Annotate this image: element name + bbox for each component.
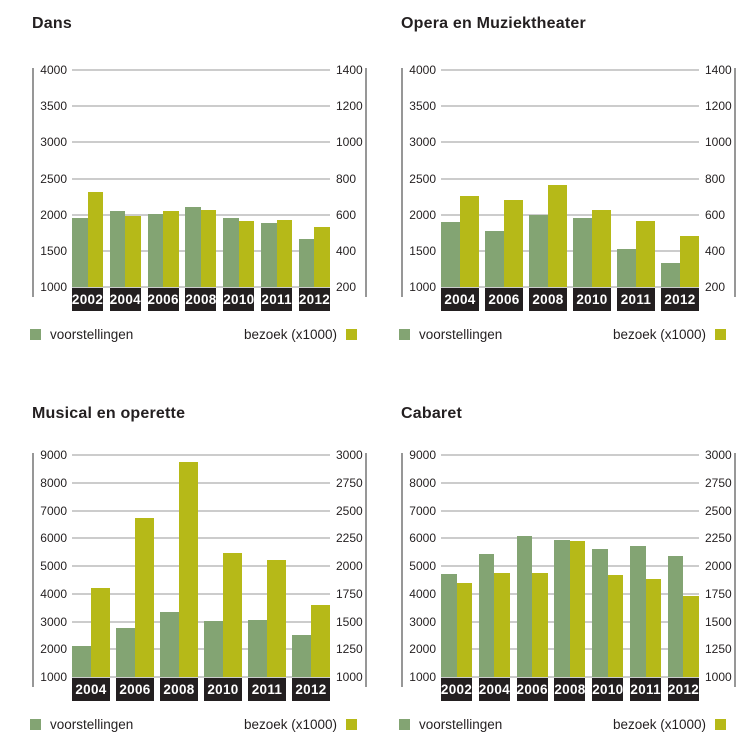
right-axis-tick: 2500	[705, 503, 732, 518]
right-axis-tick: 1400	[336, 63, 363, 77]
bezoek-bar	[636, 221, 655, 287]
right-axis-tick: 3000	[705, 448, 732, 462]
chart-musical-en-operette	[0, 371, 375, 742]
bezoek-bar	[592, 210, 611, 287]
left-axis-tick: 4000	[40, 63, 67, 77]
left-axis-tick: 3000	[409, 614, 436, 629]
right-axis-tick: 1400	[705, 63, 732, 77]
right-axis-tick: 1000	[705, 670, 732, 684]
right-axis-tick: 2750	[336, 475, 363, 490]
year-label: 2010	[223, 288, 254, 311]
bezoek-bar	[267, 560, 286, 677]
left-axis-tick: 9000	[40, 448, 67, 462]
left-axis-tick: 2000	[40, 207, 67, 222]
bar-group	[248, 455, 286, 697]
year-label: 2008	[160, 678, 198, 701]
bezoek-bar	[223, 553, 242, 677]
bezoek-bar	[201, 210, 217, 287]
bezoek-bar	[683, 596, 699, 677]
right-axis-tick: 3000	[336, 448, 363, 462]
voorstellingen-bar	[148, 214, 164, 287]
bar-group	[223, 70, 255, 307]
right-axis-tick: 1200	[336, 99, 363, 114]
right-axis-tick: 1000	[336, 135, 363, 150]
bar-group	[185, 70, 217, 307]
right-axis-tick: 600	[705, 207, 726, 222]
year-label: 2004	[110, 288, 141, 311]
bar-group	[116, 455, 154, 697]
voorstellingen-bar	[517, 536, 533, 677]
bezoek-bar	[125, 216, 141, 287]
legend	[391, 327, 736, 342]
voorstellingen-bar	[261, 223, 277, 287]
year-label: 2008	[529, 288, 567, 311]
voorstellingen-bar	[299, 239, 315, 287]
left-axis-tick: 1500	[40, 243, 67, 258]
voorstellingen-swatch-icon	[30, 719, 41, 730]
voorstellingen-bar	[248, 620, 267, 677]
year-label: 2012	[668, 678, 699, 701]
year-label: 2002	[72, 288, 103, 311]
legend-item-bezoek	[244, 327, 357, 342]
bezoek-bar	[163, 211, 179, 287]
year-label: 2012	[661, 288, 699, 311]
bezoek-bar	[646, 579, 662, 677]
bar-group	[160, 455, 198, 697]
legend-item-voorstellingen	[30, 327, 133, 342]
legend-item-voorstellingen	[399, 327, 502, 342]
right-axis-tick: 2750	[705, 475, 732, 490]
bezoek-bar	[548, 185, 567, 287]
chart-dans	[0, 0, 375, 371]
bars-layer	[71, 70, 331, 307]
left-axis-tick: 3500	[40, 99, 67, 114]
bar-group	[440, 455, 473, 697]
right-axis-tick: 1500	[336, 614, 363, 629]
year-label: 2010	[592, 678, 623, 701]
bar-group	[485, 70, 523, 307]
bezoek-label: bezoek (x1000)	[612, 717, 706, 732]
right-axis-tick: 2250	[336, 531, 363, 546]
bezoek-bar	[179, 462, 198, 677]
right-axis-tick: 1200	[705, 99, 732, 114]
year-label: 2010	[204, 678, 242, 701]
bar-group	[147, 70, 179, 307]
chart-cabaret	[375, 371, 750, 742]
voorstellingen-bar	[529, 215, 548, 287]
legend-item-voorstellingen	[399, 717, 502, 732]
left-axis-tick: 6000	[409, 531, 436, 546]
bezoek-swatch-icon	[346, 719, 357, 730]
year-label: 2011	[248, 678, 286, 701]
left-axis-tick: 1500	[409, 243, 436, 258]
left-axis-tick: 4000	[40, 586, 67, 601]
bar-group	[667, 455, 700, 697]
left-axis-tick: 3000	[40, 135, 67, 150]
right-axis-tick: 800	[336, 171, 357, 186]
bar-group	[573, 70, 611, 307]
right-axis-tick: 1500	[705, 614, 732, 629]
legend-item-bezoek	[613, 327, 726, 342]
voorstellingen-label: voorstellingen	[419, 327, 503, 342]
voorstellingen-bar	[160, 612, 179, 677]
voorstellingen-bar	[661, 263, 680, 287]
chart-opera-en-muziektheater	[375, 0, 750, 371]
voorstellingen-label: voorstellingen	[50, 327, 134, 342]
voorstellingen-bar	[592, 549, 608, 677]
bezoek-swatch-icon	[715, 329, 726, 340]
left-axis-tick: 1000	[409, 670, 436, 684]
bezoek-bar	[311, 605, 330, 677]
voorstellingen-bar	[485, 231, 504, 287]
voorstellingen-bar	[110, 211, 126, 287]
left-axis-tick: 1000	[40, 280, 67, 294]
voorstellingen-bar	[72, 646, 91, 677]
right-axis-tick: 400	[705, 243, 726, 258]
plot-area	[391, 63, 736, 307]
right-axis-tick: 1750	[705, 586, 732, 601]
legend	[391, 717, 736, 732]
legend-item-bezoek	[613, 717, 726, 732]
year-label: 2006	[116, 678, 154, 701]
year-label: 2006	[517, 678, 548, 701]
bar-group	[529, 70, 567, 307]
voorstellingen-bar	[116, 628, 135, 677]
year-label: 2012	[299, 288, 330, 311]
left-axis-tick: 3500	[409, 99, 436, 114]
left-axis-tick: 2500	[40, 171, 67, 186]
right-axis-tick: 400	[336, 243, 357, 258]
voorstellingen-label: voorstellingen	[50, 717, 134, 732]
left-axis-tick: 1000	[409, 280, 436, 294]
voorstellingen-swatch-icon	[30, 329, 41, 340]
left-axis-tick: 2000	[409, 207, 436, 222]
year-label: 2006	[485, 288, 523, 311]
year-label: 2011	[630, 678, 661, 701]
bezoek-bar	[570, 541, 586, 677]
right-axis-tick: 1000	[336, 670, 363, 684]
voorstellingen-bar	[223, 218, 239, 287]
left-axis-tick: 4000	[409, 586, 436, 601]
bar-group	[204, 455, 242, 697]
left-axis-tick: 2000	[40, 642, 67, 657]
bezoek-bar	[239, 221, 255, 287]
bar-group	[298, 70, 331, 307]
year-label: 2010	[573, 288, 611, 311]
bar-group	[630, 455, 661, 697]
chart-title: Opera en Muziektheater	[401, 15, 586, 32]
voorstellingen-bar	[441, 222, 460, 287]
voorstellingen-bar	[204, 621, 223, 677]
plot-area	[22, 448, 367, 697]
bezoek-bar	[457, 583, 473, 677]
bar-group	[617, 70, 655, 307]
bar-group	[661, 70, 699, 307]
bezoek-bar	[608, 575, 624, 677]
right-axis-tick: 200	[705, 280, 726, 294]
bezoek-label: bezoek (x1000)	[243, 327, 337, 342]
year-label: 2008	[185, 288, 216, 311]
left-axis-tick: 9000	[409, 448, 436, 462]
chart-title: Dans	[32, 15, 72, 32]
bezoek-bar	[460, 196, 479, 287]
left-axis-tick: 3000	[409, 135, 436, 150]
voorstellingen-bar	[72, 218, 88, 287]
plot-area	[22, 63, 367, 307]
voorstellingen-swatch-icon	[399, 719, 410, 730]
year-label: 2006	[148, 288, 179, 311]
bars-layer	[72, 455, 330, 697]
bar-group	[292, 455, 330, 697]
bezoek-label: bezoek (x1000)	[243, 717, 337, 732]
bezoek-bar	[91, 588, 110, 677]
left-axis-tick: 4000	[409, 63, 436, 77]
chart-title: Musical en operette	[32, 405, 186, 422]
bar-group	[592, 455, 624, 697]
year-label: 2004	[441, 288, 479, 311]
bars-layer	[440, 455, 700, 697]
left-axis-tick: 2500	[409, 171, 436, 186]
right-axis-tick: 2500	[336, 503, 363, 518]
bar-group	[516, 455, 548, 697]
bar-group	[261, 70, 292, 307]
bar-group	[71, 70, 104, 307]
left-axis-tick: 5000	[409, 559, 436, 573]
right-axis-tick: 1000	[705, 135, 732, 150]
left-axis-tick: 8000	[40, 475, 67, 490]
legend	[22, 717, 367, 732]
right-axis-tick: 1750	[336, 586, 363, 601]
bezoek-swatch-icon	[346, 329, 357, 340]
voorstellingen-bar	[573, 218, 592, 287]
voorstellingen-bar	[441, 574, 457, 677]
right-axis-tick: 2000	[705, 559, 732, 573]
voorstellingen-label: voorstellingen	[419, 717, 503, 732]
left-axis-tick: 6000	[40, 531, 67, 546]
bezoek-bar	[504, 200, 523, 287]
voorstellingen-bar	[617, 249, 636, 287]
bezoek-bar	[532, 573, 548, 677]
voorstellingen-bar	[479, 554, 495, 677]
year-label: 2002	[441, 678, 472, 701]
right-axis-tick: 800	[705, 171, 726, 186]
year-label: 2012	[292, 678, 330, 701]
year-label: 2004	[72, 678, 110, 701]
left-axis-tick: 8000	[409, 475, 436, 490]
left-axis-tick: 7000	[40, 503, 67, 518]
left-axis-tick: 3000	[40, 614, 67, 629]
bar-group	[478, 455, 510, 697]
voorstellingen-bar	[554, 540, 570, 677]
bezoek-bar	[494, 573, 510, 677]
bezoek-bar	[135, 518, 154, 677]
voorstellingen-bar	[668, 556, 684, 677]
bezoek-swatch-icon	[715, 719, 726, 730]
chart-title: Cabaret	[401, 405, 462, 422]
bezoek-bar	[314, 227, 330, 287]
left-axis-tick: 1000	[40, 670, 67, 684]
bar-group	[109, 70, 141, 307]
bars-layer	[441, 70, 699, 307]
voorstellingen-bar	[630, 546, 646, 677]
legend	[22, 327, 367, 342]
bezoek-label: bezoek (x1000)	[612, 327, 706, 342]
year-label: 2011	[261, 288, 292, 311]
bezoek-bar	[277, 220, 293, 287]
right-axis-tick: 2250	[705, 531, 732, 546]
year-label: 2011	[617, 288, 655, 311]
year-label: 2004	[479, 678, 510, 701]
legend-item-voorstellingen	[30, 717, 133, 732]
legend-item-bezoek	[244, 717, 357, 732]
year-label: 2008	[554, 678, 585, 701]
left-axis-tick: 2000	[409, 642, 436, 657]
right-axis-tick: 2000	[336, 559, 363, 573]
voorstellingen-bar	[292, 635, 311, 677]
voorstellingen-swatch-icon	[399, 329, 410, 340]
right-axis-tick: 1250	[336, 642, 363, 657]
voorstellingen-bar	[185, 207, 201, 287]
bezoek-bar	[88, 192, 104, 287]
right-axis-tick: 1250	[705, 642, 732, 657]
bezoek-bar	[680, 236, 699, 287]
right-axis-tick: 600	[336, 207, 357, 222]
plot-area	[391, 448, 736, 697]
left-axis-tick: 5000	[40, 559, 67, 573]
right-axis-tick: 200	[336, 280, 357, 294]
bar-group	[554, 455, 586, 697]
left-axis-tick: 7000	[409, 503, 436, 518]
bar-group	[441, 70, 479, 307]
bar-group	[72, 455, 110, 697]
